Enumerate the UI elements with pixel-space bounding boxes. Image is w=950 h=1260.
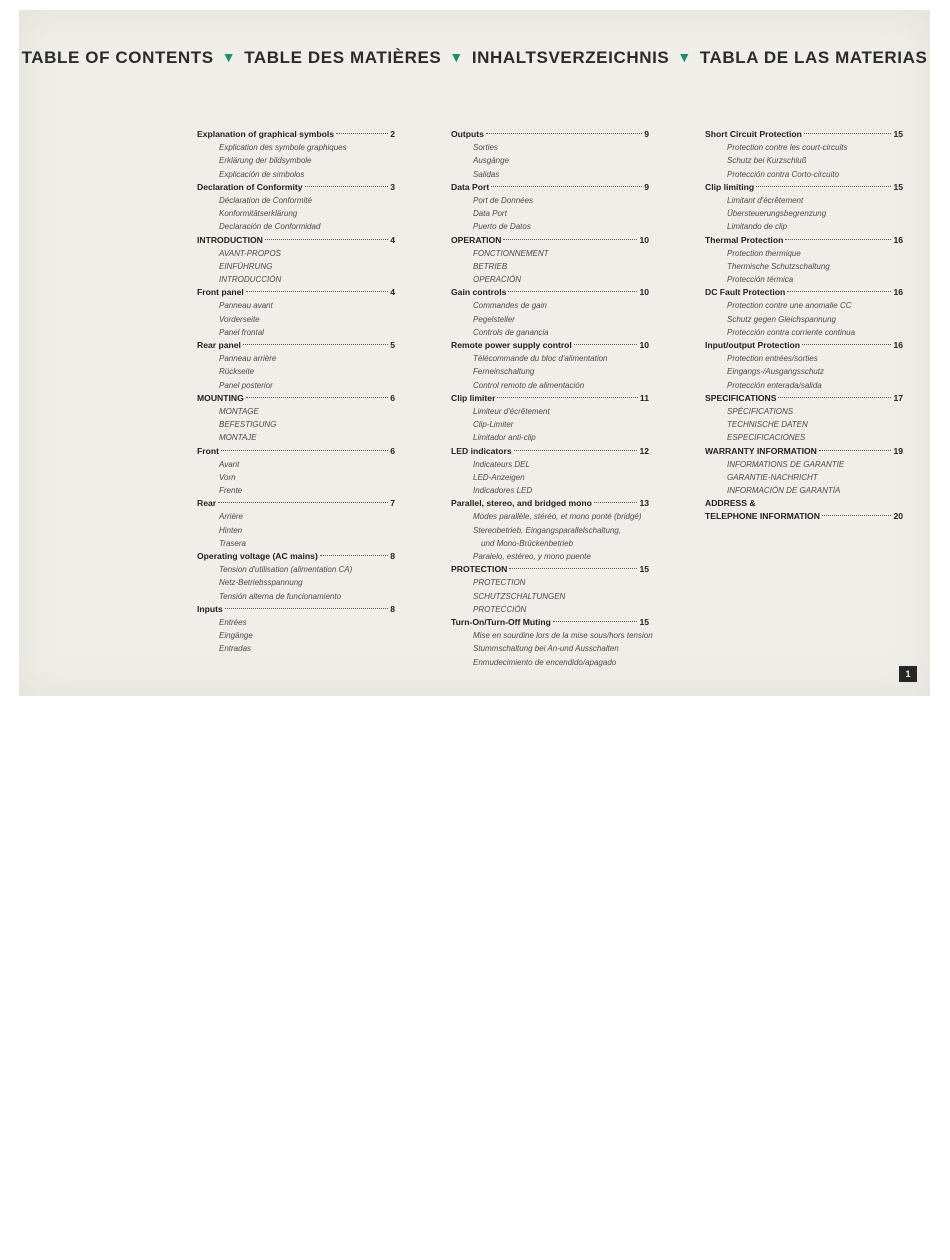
dot-leader [486,133,642,134]
toc-subentry: Enmudecimiento de encendido/apagado [473,657,617,667]
toc-subentry: Protection contre les court-circuits [727,143,848,153]
toc-entry [451,339,649,392]
dot-leader [509,568,637,569]
toc-subentry: Controls de ganancia [473,327,549,337]
toc-subentry: Netz-Betriebsspannung [219,578,303,588]
toc-entry [197,128,395,181]
toc-entry [451,392,649,445]
toc-subentry: OPERACIÓN [473,275,522,285]
toc-entry-heading[interactable] [451,234,649,247]
toc-subentry: Protección contra Corto-circuito [727,169,840,179]
toc-entry-page: 4 [390,234,395,245]
toc-subentry: INFORMACIÓN DE GARANTÍA [727,486,841,496]
toc-entry [197,497,395,550]
toc-subentry: Panel frontal [219,327,264,337]
toc-subentry: Konformitätserklärung [219,209,298,219]
toc-entry-page: 8 [390,551,395,561]
toc-subentry: Protección enterada/salida [727,380,822,390]
toc-subentry: Télécommande du bloc d'alimentation [473,354,608,364]
toc-entry-page: 9 [644,181,649,192]
toc-subentry: Stummschaltung bei An-und Ausschalten [473,644,619,654]
toc-subentry: GARANTIE-NACHRICHT [727,472,818,482]
toc-subentry: Frente [219,486,243,496]
toc-entry-page: 19 [893,445,903,456]
toc-subentry: PROTECTION [473,578,526,588]
toc-subentry: Protection contre une anomalie CC [727,301,852,311]
toc-entry-title: TELEPHONE INFORMATION [705,511,820,522]
dot-leader [508,291,637,292]
address-heading: ADDRESS & [705,498,756,509]
toc-entry-page: 13 [639,498,649,509]
toc-entry-heading[interactable] [197,603,395,616]
document-page [19,10,930,696]
dot-leader [804,133,892,134]
toc-entry [197,392,395,445]
toc-entry-title: Turn-On/Turn-Off Muting [451,616,551,627]
toc-entry-heading[interactable] [705,445,903,458]
toc-entry-title: Front panel [197,287,244,298]
toc-entry [451,286,649,339]
toc-subentry: Eingänge [219,631,253,641]
toc-entry [705,392,903,445]
dot-leader [320,555,388,556]
toc-subentry: Limiteur d'écrêtement [473,406,550,416]
header-title-de: INHALTSVERZEICHNIS [471,48,670,67]
toc-entry-page: 7 [390,498,395,509]
toc-entry-title: INTRODUCTION [197,234,263,245]
toc-entry-page: 6 [390,392,395,403]
toc-entry-page: 11 [639,392,649,403]
toc-entry [451,616,653,669]
dot-leader [756,186,891,187]
dot-leader [594,502,638,503]
toc-entry-page: 6 [390,445,395,456]
toc-entry-heading[interactable] [451,497,649,510]
toc-entry-title: OPERATION [451,234,502,245]
toc-entry-heading[interactable] [705,234,903,247]
toc-subentry: Pegelsteller [473,314,515,324]
toc-entry-title: WARRANTY INFORMATION [705,445,817,456]
dot-leader [305,186,389,187]
toc-entry-title: PROTECTION [451,564,508,575]
toc-subentry: Clip-Limiter [473,420,514,430]
toc-entry-heading[interactable] [705,128,903,141]
toc-entry-heading[interactable] [197,128,395,141]
toc-entry-page: 2 [390,129,395,139]
toc-subentry: Entradas [219,644,252,654]
toc-entry-title: Data Port [451,181,490,192]
toc-entry-heading[interactable] [705,181,903,194]
toc-entry-heading[interactable] [197,445,395,458]
dot-leader [221,450,388,451]
dot-leader [246,291,388,292]
toc-entry-heading[interactable] [451,392,649,405]
toc-entry-page: 15 [893,129,903,139]
toc-subentry: Arrière [219,512,244,522]
toc-entry-heading[interactable] [197,392,395,405]
toc-entry-page: 4 [390,287,395,298]
toc-subentry: Protection thermique [727,248,801,258]
toc-entry [197,445,395,498]
toc-subentry: SCHUTZSCHALTUNGEN [473,591,566,601]
toc-entry-page: 20 [893,511,903,522]
toc-entry-page: 16 [893,340,903,350]
toc-entry [705,234,903,287]
toc-entry-title: LED indicators [451,445,512,456]
dot-leader [243,344,388,345]
toc-subentry: Übersteuerungsbegrenzung [727,209,827,219]
toc-subentry: Vorn [219,472,236,482]
toc-subentry: Rückseite [219,367,255,377]
toc-subentry: Salidas [473,169,500,179]
toc-entry-title: Remote power supply control [451,340,572,350]
toc-entry-heading[interactable] [451,616,649,629]
toc-entry-page: 15 [639,564,649,575]
toc-entry [197,234,395,287]
toc-subentry: INTRODUCCIÓN [219,275,282,285]
toc-entry-title: Clip limiter [451,392,496,403]
toc-entry-title: Rear [197,498,217,509]
toc-entry-heading[interactable] [197,181,395,194]
toc-subentry: Mise en sourdine lors de la mise sous/hors tension [473,631,653,641]
toc-subentry: PROTECCIÓN [473,604,527,614]
toc-subentry: Stereobetrieb, Eingangsparallelschaltung, [473,525,622,535]
toc-entry [705,286,903,339]
toc-entry-heading[interactable] [705,339,903,352]
page-number: 1 [899,666,917,682]
toc-subentry: Avant [219,459,240,469]
toc-entry-title: Declaration of Conformity [197,181,303,192]
toc-entry-heading[interactable] [705,510,903,523]
toc-entry [705,445,903,498]
toc-entry-title: SPECIFICATIONS [705,392,777,403]
header-title-fr: TABLE DES MATIÈRES [244,48,442,67]
dot-leader [514,450,638,451]
toc-entry-heading[interactable] [451,181,649,194]
toc-subentry: Sorties [473,143,498,153]
toc-entry-page: 10 [639,287,649,298]
toc-entry-heading[interactable] [451,563,649,576]
toc-subentry: Ausgänge [473,156,510,166]
toc-entry-page: 9 [644,129,649,139]
dot-leader [225,608,388,609]
toc-entry-heading[interactable] [451,339,649,352]
toc-entry [705,181,903,234]
toc-subentry: FONCTIONNEMENT [473,248,549,258]
toc-entry-heading[interactable] [705,392,903,405]
triangle-separator-icon: ▼ [677,49,692,65]
toc-entry-heading[interactable] [705,286,903,299]
toc-subentry: Eingangs-/Ausgangsschutz [727,367,824,377]
dot-leader [246,397,388,398]
toc-subentry: AVANT-PROPOS [219,248,281,258]
toc-subentry: Commandes de gain [473,301,547,311]
toc-entry-title: Parallel, stereo, and bridged mono [451,498,592,509]
toc-entry-page: 8 [390,603,395,614]
toc-entry-page: 3 [390,181,395,192]
toc-subentry: SPÉCIFICATIONS [727,406,794,416]
toc-entry-title: Clip limiting [705,181,755,192]
toc-subentry: Protección térmica [727,275,794,285]
toc-entry-heading[interactable] [197,234,395,247]
toc-entry [197,603,395,656]
toc-subentry: Tension d'utilisation (alimentation CA) [219,565,353,575]
toc-subentry: Explication des symbole graphiques [219,143,347,153]
toc-subentry: Panneau avant [219,301,273,311]
toc-subentry: Schutz gegen Gleichspannung [727,314,836,324]
dot-leader [503,239,637,240]
toc-entry-page: 16 [893,287,903,298]
dot-leader [553,621,638,622]
toc-subentry: Declaración de Conformidad [219,222,321,232]
toc-entry-page: 16 [893,234,903,245]
toc-subentry: Vorderseite [219,314,260,324]
toc-entry-heading[interactable] [451,128,649,141]
toc-entry-title: Front [197,445,219,456]
header-title-en: TABLE OF CONTENTS [21,48,214,67]
toc-subentry: Paralelo, estéreo, y mono puente [473,552,591,561]
toc-subentry: Protection entrées/sorties [727,354,818,364]
toc-subentry: Déclaration de Conformité [219,195,312,205]
toc-entry-heading[interactable] [197,339,395,352]
toc-entry-title: Input/output Protection [705,340,800,350]
dot-leader [491,186,642,187]
toc-entry-title: Operating voltage (AC mains) [197,551,318,561]
toc-entry-page: 10 [639,340,649,350]
toc-entry-page: 15 [639,616,649,627]
dot-leader [785,239,891,240]
toc-entry [197,286,395,339]
toc-subentry: Indicadores LED [473,486,533,496]
toc-subentry: BETRIEB [473,261,508,271]
toc-subentry: Explicación de simbolos [219,169,305,179]
toc-entry-page: 12 [639,445,649,456]
toc-entry-title: DC Fault Protection [705,287,786,298]
toc-subentry: Trasera [219,538,246,548]
toc-entry-title: Explanation of graphical symbols [197,129,335,139]
toc-entry [451,563,649,616]
toc-entry-page: 15 [893,181,903,192]
toc-column-1 [197,128,395,656]
toc-entry [197,181,395,234]
dot-leader [819,450,892,451]
toc-subentry: Data Port [473,209,507,219]
toc-entry-heading[interactable] [197,550,395,563]
toc-entry-page: 17 [893,392,903,403]
dot-leader [802,344,891,345]
toc-subentry: MONTAGE [219,406,259,416]
toc-entry-heading[interactable] [197,497,395,510]
toc-subentry: TECHNISCHE DATEN [727,420,808,430]
toc-subentry: Thermische Schutzschaltung [727,261,830,271]
toc-entry-title: Outputs [451,129,484,139]
toc-subentry: BEFESTIGUNG [219,420,277,430]
toc-subentry: Limitant d'écrêtement [727,195,804,205]
toc-entry [451,445,649,498]
header-title-es: TABLA DE LAS MATERIAS [699,48,928,67]
toc-entry [451,497,649,563]
toc-entry [451,234,649,287]
toc-column-3 [705,128,903,524]
toc-entry-title: Short Circuit Protection [705,129,802,139]
toc-subentry: und Mono-Brückenbetrieb [481,538,574,548]
toc-subentry: Puerto de Datos [473,222,531,232]
toc-subentry: Limitador anti-clip [473,433,536,443]
toc-subentry: MONTAJE [219,433,257,443]
toc-entry [197,339,395,392]
toc-subentry: Modes parallèle, stéréo, et mono ponté (bridgé) [473,512,642,522]
toc-subentry: LED-Anzeigen [473,472,525,482]
toc-subentry: Entrées [219,617,247,627]
toc-entry-page: 10 [639,234,649,245]
toc-entry-page: 5 [390,340,395,350]
toc-subentry: Indicateurs DEL [473,459,530,469]
toc-entry [451,128,649,181]
toc-entry [451,181,649,234]
toc-subentry: Panneau arrière [219,354,277,364]
toc-subentry: Erklärung der bildsymbole [219,156,312,166]
toc-entry [705,128,903,181]
toc-subentry: Control remoto de alimentación [473,380,585,390]
toc-subentry: Schutz bei Kurzschluß [727,156,807,166]
dot-leader [574,344,638,345]
toc-entry-heading[interactable] [451,445,649,458]
triangle-separator-icon: ▼ [221,49,237,65]
page-header [19,48,930,68]
toc-entry-title: Inputs [197,603,223,614]
dot-leader [336,133,388,134]
toc-entry-title: Gain controls [451,287,507,298]
toc-subentry: Protección contra corriente continua [727,327,856,337]
toc-subentry: Ferneinschaltung [473,367,535,377]
triangle-separator-icon: ▼ [449,49,464,65]
toc-entry-heading[interactable] [451,286,649,299]
toc-subentry: Port de Données [473,195,534,205]
toc-entry [197,550,395,603]
dot-leader [822,515,892,516]
toc-entry-heading[interactable] [197,286,395,299]
toc-subentry: EINFÜHRUNG [219,261,273,271]
dot-leader [778,397,891,398]
toc-subentry: ESPECIFICACIONES [727,433,806,443]
toc-subentry: Tensión alterna de funcionamiento [219,591,342,601]
toc-subentry: Panel posterior [219,380,273,390]
toc-subentry: INFORMATIONS DE GARANTIE [727,459,845,469]
toc-entry-title: Thermal Protection [705,234,784,245]
dot-leader [218,502,388,503]
toc-column-2 [451,128,653,669]
dot-leader [265,239,388,240]
toc-entry-title: MOUNTING [197,392,244,403]
toc-subentry: Limitando de clip [727,222,788,232]
toc-entry [705,339,903,392]
toc-subentry: Hinten [219,525,243,535]
dot-leader [787,291,891,292]
toc-entry-title: Rear panel [197,340,241,350]
dot-leader [497,397,637,398]
